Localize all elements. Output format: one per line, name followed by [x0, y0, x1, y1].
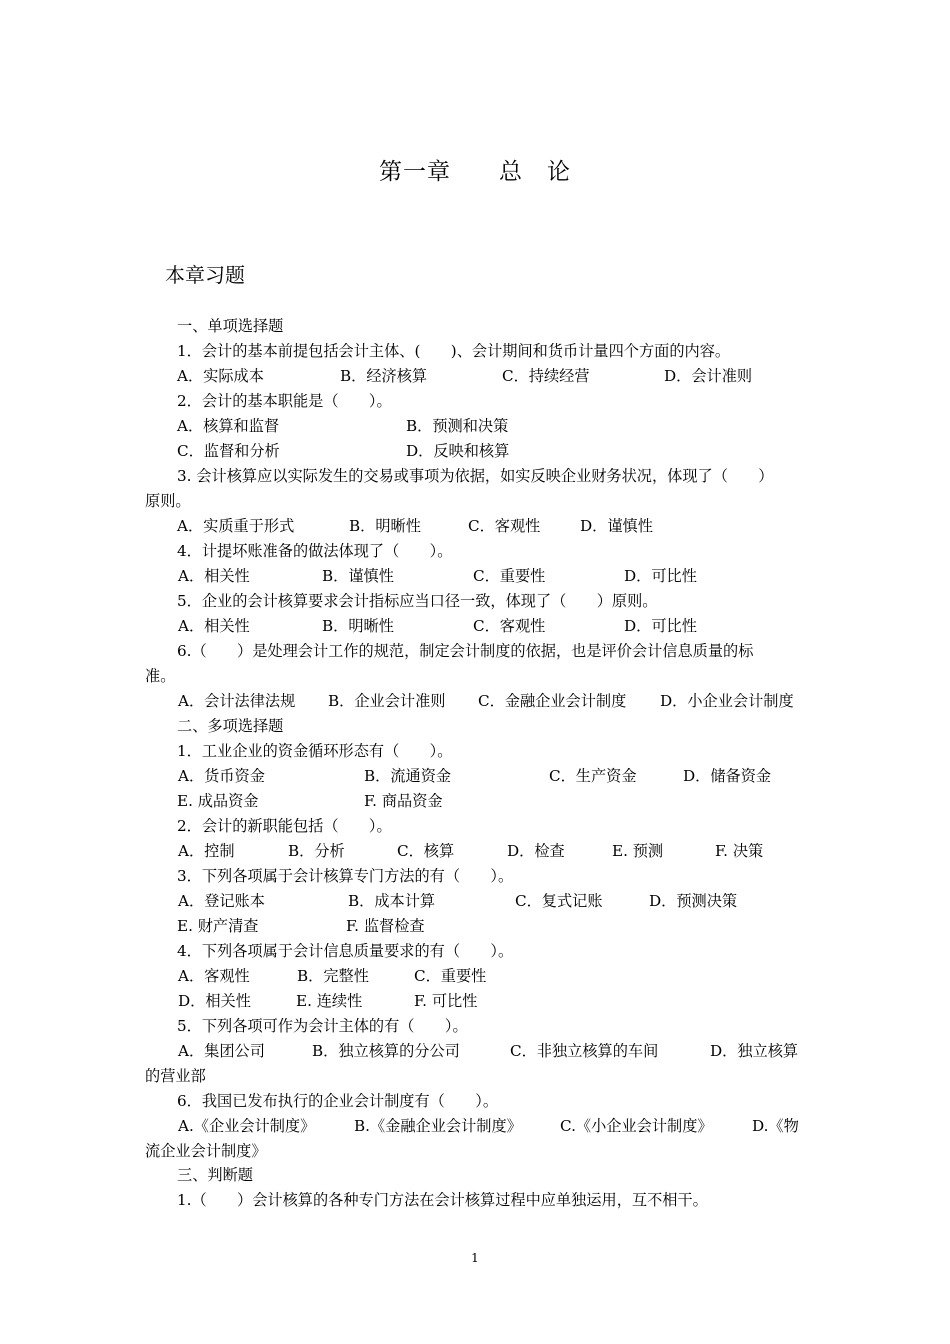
- option-e: E. 财产清查: [177, 917, 259, 935]
- chapter-title: 第一章 总 论: [379, 159, 571, 185]
- option-a: A．核算和监督: [177, 417, 280, 435]
- question-stem: 3．下列各项属于会计核算专门方法的有（ ）。: [177, 867, 514, 885]
- option-d: D．储备资金: [683, 767, 772, 785]
- option-a: A．会计法律法规: [178, 692, 296, 710]
- question-stem: 1．工业企业的资金循环形态有（ ）。: [177, 742, 453, 760]
- question-stem: 1．会计的基本前提包括会计主体、( )、会计期间和货币计量四个方面的内容。: [177, 342, 731, 360]
- option-c: C．非独立核算的车间: [510, 1042, 659, 1060]
- option-e: E. 成品资金: [177, 792, 259, 810]
- option-d: D．谨慎性: [580, 517, 653, 535]
- option-d: D.《物: [752, 1117, 799, 1135]
- option-f: F. 商品资金: [364, 792, 443, 810]
- section-heading: 本章习题: [165, 263, 245, 287]
- question-stem: 5．下列各项可作为会计主体的有（ ）。: [177, 1017, 468, 1035]
- option-a: A．相关性: [178, 567, 250, 585]
- option-a: A．登记账本: [178, 892, 265, 910]
- question-stem: 6.（ ）是处理会计工作的规范，制定会计制度的依据，也是评价会计信息质量的标: [177, 642, 754, 660]
- option-a: A．集团公司: [178, 1042, 265, 1060]
- option-f: F. 可比性: [414, 992, 478, 1010]
- option-c: C．持续经营: [502, 367, 590, 385]
- option-b: B．独立核算的分公司: [312, 1042, 460, 1060]
- option-b: B．经济核算: [340, 367, 428, 385]
- question-stem: 4．计提坏账准备的做法体现了（ ）。: [177, 542, 453, 560]
- option-c: C．重要性: [414, 967, 487, 985]
- option-c: C．监督和分析: [177, 442, 280, 460]
- option-d: D．会计准则: [664, 367, 753, 385]
- option-d: D．反映和核算: [406, 442, 510, 460]
- option-c: C．生产资金: [549, 767, 637, 785]
- question-stem: 1.（ ）会计核算的各种专门方法在会计核算过程中应单独运用，互不相干。: [177, 1191, 708, 1209]
- question-stem: 2．会计的新职能包括（ ）。: [177, 817, 392, 835]
- option-a: A．客观性: [178, 967, 250, 985]
- page-number: 1: [471, 1251, 479, 1265]
- single-choice-heading: 一、单项选择题: [177, 317, 284, 335]
- option-b: B．谨慎性: [322, 567, 394, 585]
- option-b: B．完整性: [297, 967, 369, 985]
- option-b: B．流通资金: [364, 767, 452, 785]
- option-d: D．可比性: [624, 617, 697, 635]
- option-d: D．独立核算: [710, 1042, 799, 1060]
- true-false-heading: 三、判断题: [177, 1166, 253, 1184]
- option-a: A．相关性: [178, 617, 250, 635]
- option-c: C.《小企业会计制度》: [560, 1117, 713, 1135]
- option-c: C．客观性: [468, 517, 541, 535]
- option-d: D．小企业会计制度: [660, 692, 794, 710]
- question-stem: 3. 会计核算应以实际发生的交易或事项为依据，如实反映企业财务状况，体现了（ ）: [177, 467, 774, 485]
- option-c: C．核算: [397, 842, 455, 860]
- option-b: B．企业会计准则: [328, 692, 446, 710]
- option-a: A.《企业会计制度》: [178, 1117, 316, 1135]
- option-b: B．明晰性: [349, 517, 421, 535]
- option-c: C．重要性: [473, 567, 546, 585]
- option-a: A．实质重于形式: [177, 517, 295, 535]
- option-continuation: 的营业部: [145, 1067, 206, 1085]
- option-f: F. 决策: [715, 842, 764, 860]
- question-stem-continuation: 原则。: [145, 492, 191, 510]
- option-d: D．检查: [507, 842, 565, 860]
- option-e: E. 连续性: [296, 992, 363, 1010]
- option-d: D．相关性: [178, 992, 251, 1010]
- option-c: C．客观性: [473, 617, 546, 635]
- option-a: A．实际成本: [177, 367, 264, 385]
- option-d: D．可比性: [624, 567, 697, 585]
- question-stem: 5．企业的会计核算要求会计指标应当口径一致，体现了（ ）原则。: [177, 592, 658, 610]
- option-b: B．明晰性: [322, 617, 394, 635]
- question-stem-continuation: 准。: [145, 667, 176, 685]
- option-a: A．货币资金: [178, 767, 265, 785]
- option-f: F. 监督检查: [346, 917, 425, 935]
- option-c: C．金融企业会计制度: [478, 692, 627, 710]
- question-stem: 6．我国已发布执行的企业会计制度有（ ）。: [177, 1092, 499, 1110]
- option-c: C．复式记账: [515, 892, 603, 910]
- option-e: E. 预测: [612, 842, 664, 860]
- option-b: B．成本计算: [348, 892, 436, 910]
- option-d: D．预测决策: [649, 892, 738, 910]
- option-continuation: 流企业会计制度》: [145, 1142, 267, 1160]
- question-stem: 4．下列各项属于会计信息质量要求的有（ ）。: [177, 942, 514, 960]
- question-stem: 2．会计的基本职能是（ ）。: [177, 392, 392, 410]
- multiple-choice-heading: 二、多项选择题: [177, 717, 284, 735]
- option-b: B．分析: [288, 842, 345, 860]
- option-b: B.《金融企业会计制度》: [354, 1117, 522, 1135]
- option-b: B．预测和决策: [406, 417, 509, 435]
- option-a: A．控制: [178, 842, 235, 860]
